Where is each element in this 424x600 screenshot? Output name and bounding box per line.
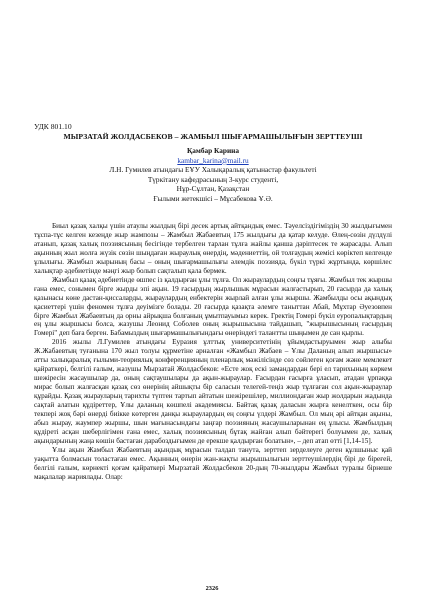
body-paragraph: Ұлы ақын Жамбыл Жабаевтың ақындық мұрасын талдап танута, зерттеп зерделеуге деген құлшыныс қай уақытта болмасын толастаған емес. Ақынның өнерін жан-жақты жырышылығын зерттеушілердің бірі де біреғей, белгілі ғалым, көрнекті қоғам қайраткері Мырзатай Жолдасбеков 20-дың 70-жылдары Жамбыл туралы бірнеше мақалалар жариялады. Олар: xyxy=(34,445,392,481)
article-body xyxy=(34,222,392,482)
body-paragraph: Жамбыл қазақ әдебиетінде өшпес із қалдырған ұлы тұлға. Ол жыраулардың соңғы тұяғы. Жамбыл тек жыршы ғана емес, сонымен бірге жырды эпі ақын. 19 ғасырдың жырлышык мұрасын жалғастырып, 20 ғасырда да халық қазынасы көне дастан-қиссаларды, жыраулардың енбектерін жырлай алған ұлы жыршы. Жамбылды осы ақындық қасиеттері үшін феномен тұлға деуімізге болады. 20 ғасырда қазақта әлемге таныттан Абай, Мұхтар Әуезовпен бірге Жамбыл Жабаевтың да орны айрықша болғаның ұмытпауымыз керек. Гректің Гомері бүкіл еуропалықтардың ең ұлы жыршысы болса, жазушы Леонид Соболев оның жырышысына тайдашып, "жырышысының ғасырдың Гомері" деп баға берген. Бабамыздың шығармашылығындағы өнерiндегі талантты шыңымен де сан қырлы. xyxy=(34,275,392,338)
author-name: Қамбар Карина xyxy=(186,146,240,155)
supervisor-line: Ғылыми жетекшісі – Мұсабекова Ұ.Ә. xyxy=(153,193,273,203)
body-paragraph: 2016 жылы Л.Гумилев атындағы Еуразия ұлттық университетінің ұйымдастыруымен жыр алыбы Ж.Жабаевтың туғанына 170 жыл толуы құрметіне арналған «Жамбыл Жабаев – Ұлы Даланың алып жыршысы» атты халықаралық ғылыми-теориялық конференцияның пленарлық мәжілісінде сөз сөйлеген қоғам және мемлекет қайраткері, белгілі ғалым, жазушы Мырзатай Жолдасбеков: «Есте жоқ ескі замандардан бері ел тарихының көркем шежіресін жасаушылар да, оның сақтаушылары да ақын-жыраулар. Ғасырдан ғасырға ұласып, атадан ұрпаққа мирас болып жалғасқан қазақ сөз өнерінің айшықты бір саласын телегей-теңіз жыр тұлғаған сол ақын-жыраулар құрайды. Қазақ жырауларың тарихты түптен тартып айтатын шежірешілер, миллиондаған жыр жолдарын жадында сақтай алатын құдіреттер, Ұлы даланың көшпелі академиясы. Байтақ қазақ даласын жырға кенелткен, осы бір текпері жоқ бәрі өнерді биікке көтерген данқы жыраулардың ең соңғы үлдері Жамбыл. Ол мың әрі айтқан ақыны, абыз жырау, жаумпер жыршы, шын мағынасындағы заңғар поэзияның жасаушыларынан ең ұлысы. Жамбылдың құдіреті асқан шеберлігімен ғана емес, халық поэзиясының бұтақ жайған алып бәйтерегі болуымен де, халық ақындарының жаңа көшін бастаған дарабоздығымен де ерекше қалдырған болатын», – деп атап өтті [1,14-15]. xyxy=(34,338,392,445)
article-title: МЫРЗАТАЙ ЖОЛДАСБЕКОВ – ЖАМБЫЛ ШЫҒАРМАШЫЛЫҒЫН ЗЕРТТЕУШІ xyxy=(63,132,363,141)
affiliation-line: Л.Н. Гумилев атындағы ЕҰУ Халықаралық қатынастар факультеті xyxy=(109,165,317,175)
author-email-link[interactable]: kambar_karina@mail.ru xyxy=(177,155,249,165)
affiliation-line: Нұр-Сұлтан, Қазақстан xyxy=(176,184,250,194)
page-number: 2326 xyxy=(205,585,219,592)
udk-code: УДК 801.10 xyxy=(34,122,72,131)
author-block xyxy=(34,146,392,204)
body-paragraph: Биыл қазақ халқы үшін атаулы жылдың бірі десек артық айтқандық емес. Тәуелсіздігіміздің 30 жылдығымен тұспа-тұс келген кезеңде жыр жампозы – Жамбыл Жабаевтың 175 жылдығы да қатар келуде. Өлең-сөзін дүлдүлі атанып, қазақ халық поэзиясының бесігінде тербелген тарлан тұлға жайлы қанша дәріптесек те жарасады. Алып ақынның жыл жолға жүзік сөзін шыңдаған жыраулық өнердің, мәдениеттің, ой толғаудың жемісі көріктеп келгенде ұлылығы. Жамбыл жырының басы – оның шығармашылығы әлемдік поэзияда, бүкіл түркі жұртында, көршілес халықтар әдебиетінде мәңгі жыр болып сақталып қала бермек. xyxy=(34,222,392,275)
affiliation-line: Түркітану кафедрасының 3-курс студенті, xyxy=(147,174,279,184)
